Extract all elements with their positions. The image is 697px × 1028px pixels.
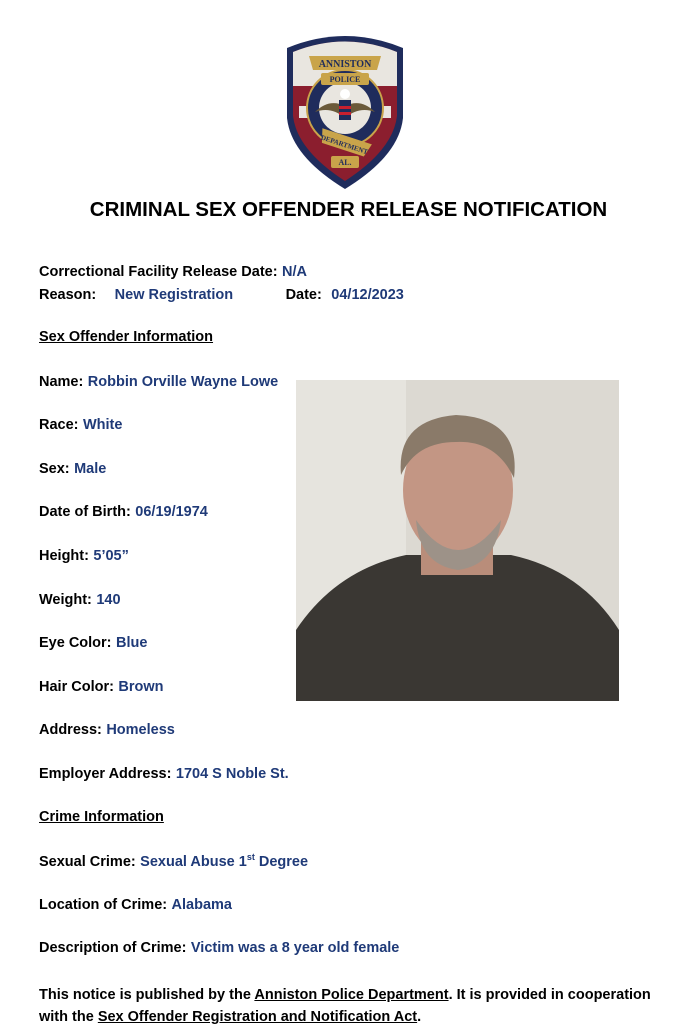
address-row [39, 721, 175, 739]
address-label: Address: [39, 722, 102, 738]
employer-address-row [39, 765, 289, 783]
sorna-link[interactable]: Sex Offender Registration and Notification Act [97, 1009, 418, 1025]
hair-color-value: Brown [118, 679, 164, 695]
sexual-crime-row [39, 852, 308, 871]
weight-value: 140 [96, 592, 121, 608]
sexual-crime-value-main: Sexual Abuse 1 [140, 853, 247, 870]
hair-color-label: Hair Color: [39, 679, 114, 695]
eye-color-value: Blue [115, 635, 148, 651]
eye-color-label: Eye Color: [39, 635, 112, 651]
dob-row [39, 503, 208, 521]
race-value: White [82, 417, 123, 433]
sex-row [39, 460, 106, 478]
facility-release-row [39, 263, 307, 281]
facility-release-label: Correctional Facility Release Date: [39, 264, 278, 280]
description-row [39, 939, 399, 957]
offender-section-heading: Sex Offender Information [39, 329, 214, 345]
location-value: Alabama [171, 897, 232, 913]
reason-row [39, 286, 404, 304]
badge-lower-text: DEPARTMENT [319, 133, 369, 157]
hair-color-row [39, 678, 163, 696]
height-label: Height: [39, 548, 89, 564]
badge-bottom-text: AL. [338, 158, 352, 167]
employer-address-label: Employer Address: [39, 766, 172, 782]
name-label: Name: [39, 374, 84, 390]
eye-color-row [39, 634, 147, 652]
race-row [39, 416, 122, 434]
date-label: Date: [285, 287, 322, 303]
name-row [39, 373, 278, 391]
offender-photo [296, 380, 619, 701]
notice-text-2: . It is provided in cooperation with the [39, 987, 651, 1025]
facility-release-value: N/A [282, 264, 307, 280]
sex-label: Sex: [39, 461, 70, 477]
name-value: Robbin Orville Wayne Lowe [87, 374, 279, 390]
sexual-crime-label: Sexual Crime: [39, 853, 136, 870]
notice-text-1: This notice is published by the [39, 987, 255, 1003]
description-value: Victim was a 8 year old female [190, 940, 400, 956]
address-value: Homeless [106, 722, 175, 738]
race-label: Race: [39, 417, 79, 433]
sexual-crime-value-post: Degree [254, 853, 309, 870]
sexual-crime-value-sup: st [246, 852, 255, 862]
height-row [39, 547, 129, 565]
police-department-link[interactable]: Anniston Police Department [254, 987, 449, 1003]
page-title: CRIMINAL SEX OFFENDER RELEASE NOTIFICATION [89, 198, 608, 221]
weight-row [39, 591, 121, 609]
police-badge-logo [279, 26, 411, 191]
sex-value: Male [74, 461, 107, 477]
crime-section-heading: Crime Information [39, 809, 164, 825]
badge-middle-text: POLICE [329, 75, 361, 84]
notice-text-3: . [417, 1009, 422, 1025]
location-label: Location of Crime: [39, 897, 168, 913]
dob-value: 06/19/1974 [135, 504, 208, 520]
reason-value: New Registration [114, 287, 234, 303]
weight-label: Weight: [39, 592, 92, 608]
dob-label: Date of Birth: [39, 504, 131, 520]
date-value: 04/12/2023 [331, 287, 404, 303]
notice-paragraph [39, 984, 659, 1028]
badge-top-text: ANNISTON [318, 59, 372, 70]
reason-label: Reason: [39, 287, 97, 303]
height-value: 5’05” [93, 548, 129, 564]
location-row [39, 896, 232, 914]
employer-address-value: 1704 S Noble St. [175, 766, 289, 782]
sexual-crime-value [140, 854, 308, 870]
description-label: Description of Crime: [39, 940, 187, 956]
